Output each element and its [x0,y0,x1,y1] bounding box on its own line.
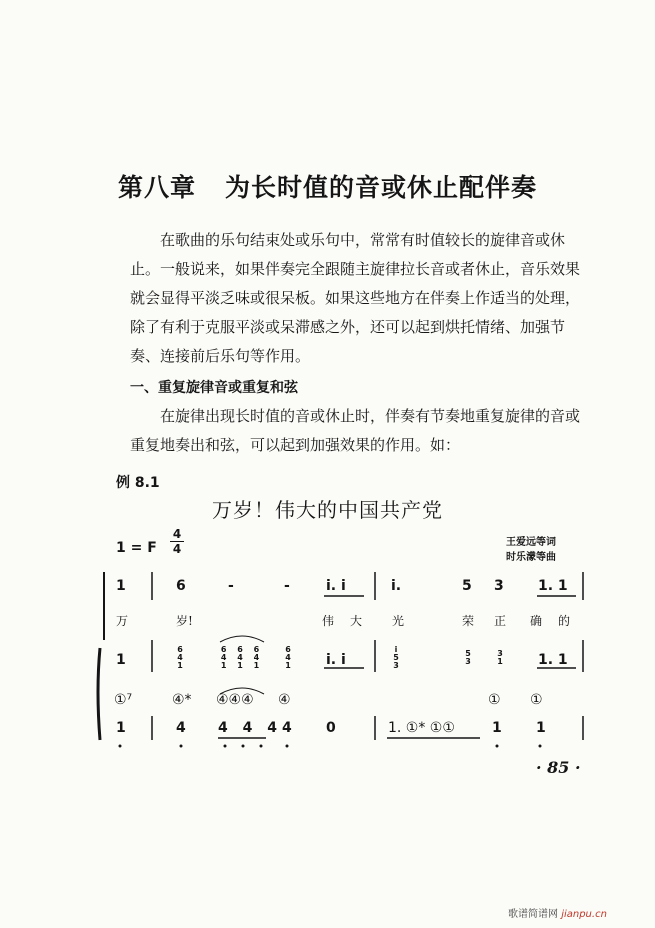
melody-note: 5 [462,578,472,594]
melody-note: - [228,578,234,594]
melody-note: - [284,578,290,594]
bass-note: 1 [492,720,502,736]
lyric: 岁! [176,614,193,628]
chord-stack: 6 6 6 4 4 4 1 1 1 [220,645,264,670]
melody-note: i. [391,578,402,594]
lyric: 荣 [462,614,475,628]
circled-chord: ① [488,692,501,708]
accompaniment-note: 1 [116,652,126,668]
page-number: · 85 · [536,758,581,777]
bass-note: 1 [536,720,546,736]
lyric: 的 [558,614,571,628]
accompaniment-note: i. i [326,652,346,668]
melody-note: i. i [326,578,346,594]
circled-chord: ④④④ [216,692,254,708]
intro-paragraph: 在歌曲的乐句结束处或乐句中，常常有时值较长的旋律音或休止。一般说来，如果伴奏完全跟随主旋律拉长音或者休止，音乐效果就会显得平淡乏味或很呆板。如果这些地方在伴奏上作适当的处理，除了有利于克服平淡或呆滞感之外，还可以起到烘托情绪、加强节奏、连接前后乐句等作用。 [130,231,581,365]
melody-note: 6 [176,578,186,594]
bass-note: 1. ①* ①① [388,720,455,736]
section-heading: 一、重复旋律音或重复和弦 [130,380,298,396]
lyricist-credit: 王爱远等词 [506,537,556,548]
accompaniment-note: 1. 1 [538,652,568,668]
chapter-title: 第八章 为长时值的音或休止配伴奏 [117,173,538,202]
bass-note: 4 [176,720,186,736]
lyric: 光 [392,614,405,628]
bass-note: 4 4 4 [218,720,282,736]
circled-chord: ① [530,692,543,708]
watermark-url: jianpu.cn [561,909,607,920]
example-label: 例 8.1 [116,475,160,491]
melody-note: 1 [116,578,126,594]
composer-credit: 时乐濛等曲 [506,552,556,563]
circled-chord: ①⁷ [114,692,133,708]
bass-note: 4 [282,720,292,736]
key-signature: 1 = F [116,540,157,556]
bass-note: 0 [326,720,336,736]
chord-stack: 6 4 1 [285,645,291,670]
watermark-text: 歌谱简谱网 [508,909,558,920]
circled-chord: ④* [172,692,192,708]
lyric: 大 [350,614,363,628]
chord-stack: 5 3 [465,649,471,666]
chord-stack: 6 4 1 [177,645,183,670]
lyric: 确 [530,614,543,628]
melody-note: 3 [494,578,504,594]
lyric: 正 [494,614,507,628]
time-signature-top: 4 [172,527,182,541]
chord-stack: 3 1 [497,649,503,666]
lyric: 伟 [322,614,335,628]
bass-note: 1 [116,720,126,736]
melody-note: 1. 1 [538,578,568,594]
lyric: 万 [116,614,129,628]
section-paragraph: 在旋律出现长时值的音或休止时，伴奏有节奏地重复旋律的音或重复地奏出和弦，可以起到加强效果的作用。如： [130,407,581,454]
song-title: 万岁！伟大的中国共产党 [212,498,443,522]
watermark [508,905,607,920]
chord-stack: i 5 3 [393,645,399,670]
time-signature-bottom: 4 [172,542,182,556]
circled-chord: ④ [278,692,291,708]
